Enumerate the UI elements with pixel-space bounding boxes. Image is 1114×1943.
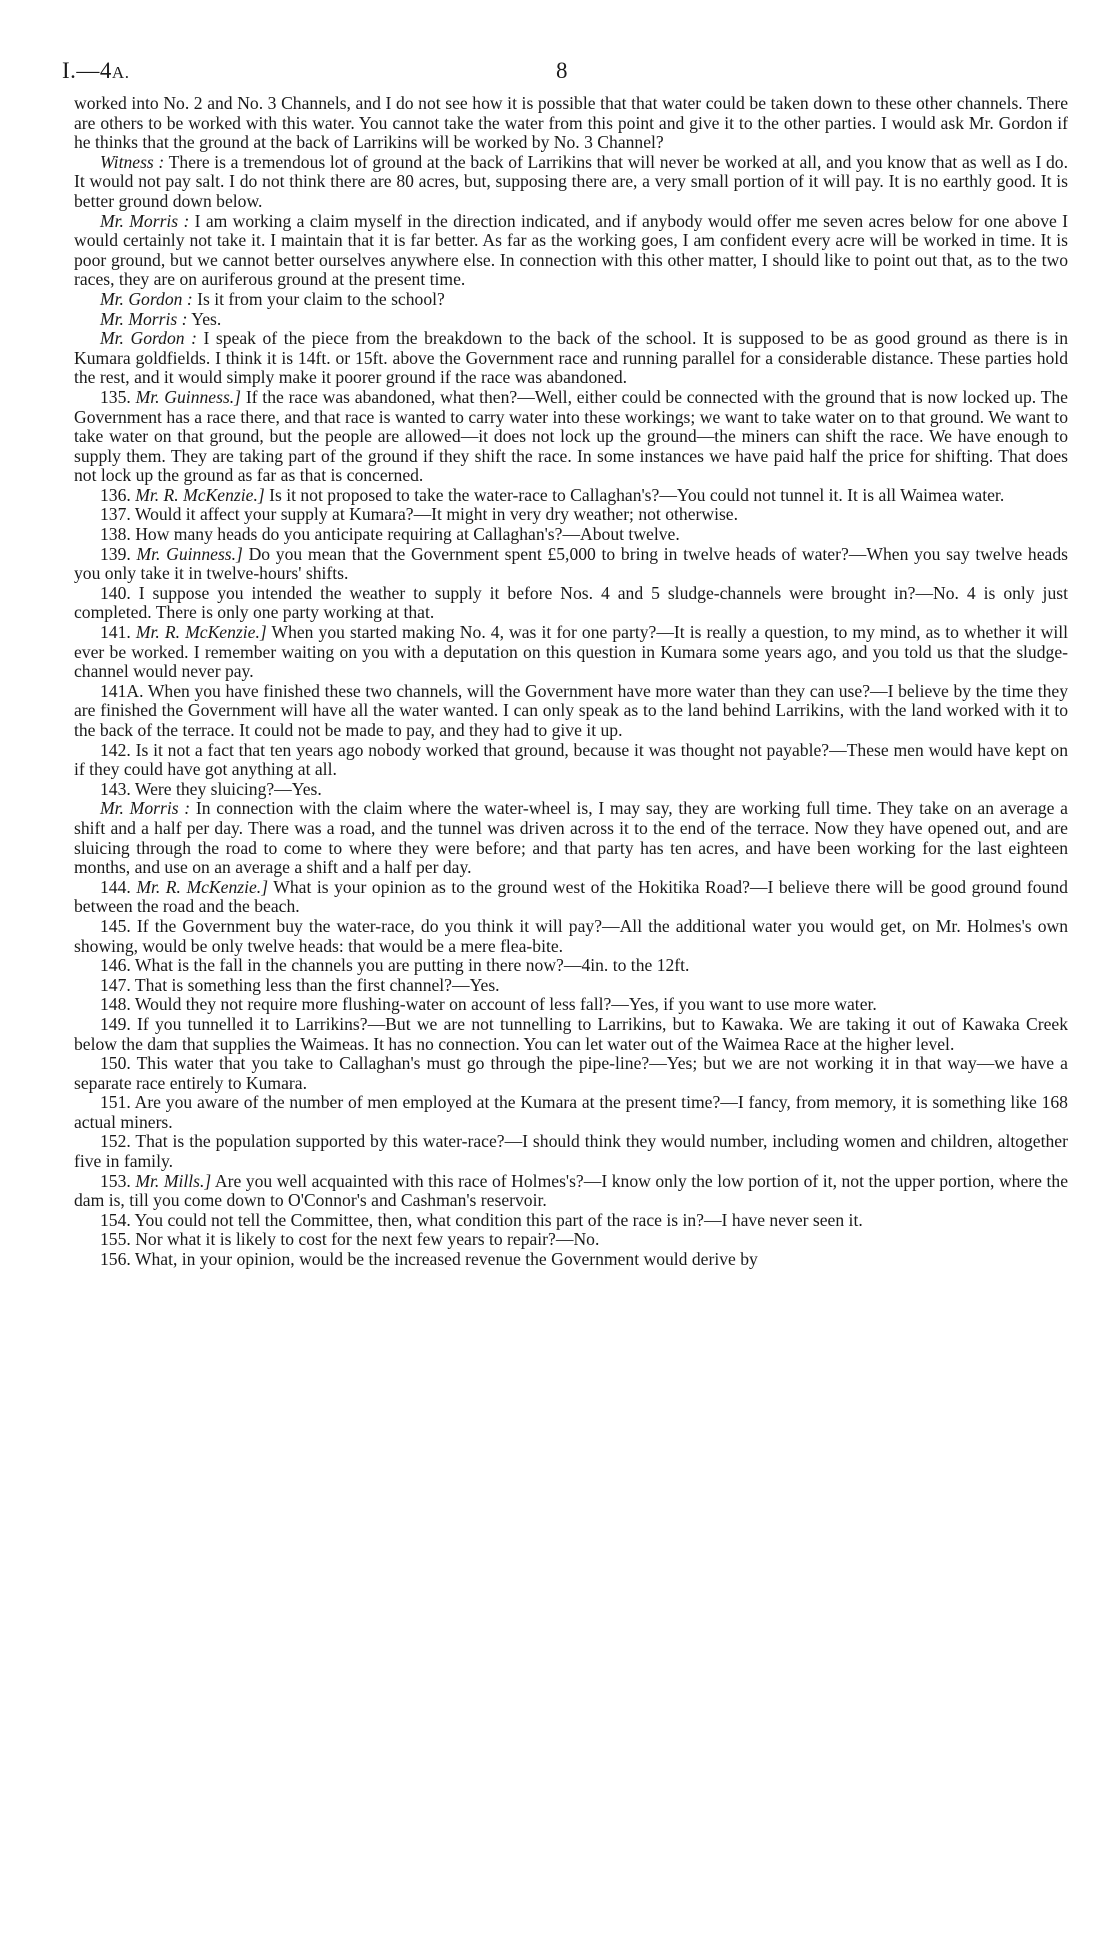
paragraph-text: What, in your opinion, would be the increased revenue the Government would derive by: [134, 1249, 758, 1270]
paragraph: [74, 153, 1068, 212]
paragraph: [74, 388, 1068, 486]
paragraph: [74, 545, 1068, 584]
paragraph-text: If the race was abandoned, what then?—Well, either could be connected with the ground that is now locked up. The Government has a race there, and that race is wanted to carry water into these workings; we want to take water on to that ground. We want to take water on that ground, but the people are allowed—it does not lock up the ground—the miners can shift the race. We have enough to supply them. They are taking part of the ground if they shift the race. In some instances we have paid half the price for shifting. That does not lock up the ground as far as that is concerned.: [74, 386, 1068, 486]
document-page: [62, 54, 1069, 1270]
speaker-name: Witness :: [100, 151, 165, 172]
page-header: [62, 54, 1068, 94]
question-number: 141.: [100, 622, 131, 643]
paragraph: [74, 505, 1068, 525]
paragraph: [74, 878, 1068, 917]
question-number: 139.: [100, 543, 131, 564]
question-number: 145.: [100, 915, 131, 936]
paragraph: [74, 995, 1068, 1015]
paragraph-text: How many heads do you anticipate requiring at Callaghan's?—About twelve.: [135, 524, 680, 545]
paragraph-text: Do you mean that the Government spent £5,000 to bring in twelve heads of water?—When you say twelve heads you only take it in twelve-hours' shifts.: [74, 543, 1068, 584]
question-number: 155.: [100, 1229, 131, 1250]
question-number: 147.: [100, 974, 131, 995]
paragraph-text: When you started making No. 4, was it for one party?—It is really a question, to my mind, as to whether it will ever be worked. I remember waiting on you with a deputation on this question in Kumara some years ago, and you told us that the sludge-channel would never pay.: [74, 622, 1068, 682]
paragraph: [74, 741, 1068, 780]
paragraph-text: I am working a claim myself in the direction indicated, and if anybody would offer me seven acres below for one above I would certainly not take it. I maintain that it is far better. As far as the working goes, I am confident every acre will be worked in time. It is poor ground, but we cannot better ourselves anywhere else. In connection with this other matter, I should like to point out that, as to the two races, they are on auriferous ground at the present time.: [74, 210, 1068, 290]
document-body: [74, 94, 1068, 1270]
question-number: 154.: [100, 1209, 131, 1230]
speaker-name: Mr. Gordon :: [100, 328, 197, 349]
paragraph-text: Yes.: [191, 308, 222, 329]
paragraph-text: Is it not proposed to take the water-race to Callaghan's?—You could not tunnel it. It is all Waimea water.: [269, 484, 1005, 505]
paragraph-text: Is it from your claim to the school?: [197, 288, 445, 309]
paragraph-text: Is it not a fact that ten years ago nobody worked that ground, because it was thought not payable?—These men would have kept on if they could have got anything at all.: [74, 739, 1068, 780]
paragraph: [74, 1230, 1068, 1250]
question-number: 152.: [100, 1131, 131, 1152]
paragraph-text: That is something less than the first channel?—Yes.: [134, 974, 500, 995]
paragraph: [74, 486, 1068, 506]
paragraph: [74, 917, 1068, 956]
question-number: 137.: [100, 504, 131, 525]
paragraph: [74, 780, 1068, 800]
question-number: 138.: [100, 524, 131, 545]
question-number: 142.: [100, 739, 131, 760]
question-number: 150.: [100, 1053, 131, 1074]
paragraph-text: When you have finished these two channels, will the Government have more water than they can use?—I believe by the time they are finished the Government will have all the water wanted. I can only speak as to the land behind Larrikins, with the land worked with it to the back of the terrace. It could not be made to pay, and they had to give it up.: [74, 680, 1068, 740]
paragraph: [74, 94, 1068, 153]
paragraph: [74, 212, 1068, 290]
question-number: 151.: [100, 1092, 131, 1113]
paragraph-text: If you tunnelled it to Larrikins?—But we are not tunnelling to Larrikins, but to Kawaka. We are taking it out of Kawaka Creek below the dam that supplies the Waimeas. It has no connection. You can let water out of the Waimea Race at the higher level.: [74, 1013, 1068, 1054]
question-number: 156.: [100, 1249, 131, 1270]
paragraph: [74, 1172, 1068, 1211]
paragraph-text: That is the population supported by this water-race?—I should think they would number, including women and children, altogether five in family.: [74, 1131, 1068, 1172]
paragraph-text: You could not tell the Committee, then, what condition this part of the race is in?—I have never seen it.: [134, 1209, 863, 1230]
paragraph-text: worked into No. 2 and No. 3 Channels, and I do not see how it is possible that that water could be taken down to these other channels. There are others to be worked with this water. You cannot take the water from this point and give it to the other parties. I would ask Mr. Gordon if he thinks that the ground at the back of Larrikins will be worked by No. 3 Channel?: [74, 93, 1068, 153]
paragraph: [74, 525, 1068, 545]
paragraph-text: Would it affect your supply at Kumara?—It might in very dry weather; not otherwise.: [134, 504, 739, 525]
document-reference: [62, 58, 129, 84]
speaker-name: Mr. R. McKenzie.]: [135, 622, 267, 643]
question-number: 140.: [100, 582, 131, 603]
paragraph: [74, 623, 1068, 682]
reference-prefix: I.—4: [62, 58, 112, 83]
question-number: 136.: [100, 484, 131, 505]
paragraph-text: I suppose you intended the weather to supply it before Nos. 4 and 5 sludge-channels were brought in?—No. 4 is only just completed. There is only one party working at that.: [74, 582, 1068, 623]
paragraph-text: Would they not require more flushing-water on account of less fall?—Yes, if you want to use more water.: [134, 994, 877, 1015]
speaker-name: Mr. Morris :: [100, 210, 190, 231]
speaker-name: Mr. Morris :: [100, 308, 188, 329]
paragraph: [74, 1054, 1068, 1093]
question-number: 148.: [100, 994, 131, 1015]
paragraph-text: Are you well acquainted with this race of Holmes's?—I know only the low portion of it, not the upper portion, where the dam is, till you come down to O'Connor's and Cashman's reservoir.: [74, 1170, 1069, 1211]
speaker-name: Mr. Gordon :: [100, 288, 193, 309]
question-number: 149.: [100, 1013, 131, 1034]
speaker-name: Mr. Morris :: [100, 798, 191, 819]
paragraph-text: What is the fall in the channels you are putting in there now?—4in. to the 12ft.: [134, 955, 690, 976]
paragraph-text: This water that you take to Callaghan's must go through the pipe-line?—Yes; but we are not working it in that way—we have a separate race entirely to Kumara.: [74, 1053, 1068, 1093]
paragraph: [74, 682, 1068, 741]
paragraph: [74, 584, 1068, 623]
paragraph-text: Nor what it is likely to cost for the next few years to repair?—No.: [135, 1229, 600, 1250]
paragraph-text: What is your opinion as to the ground west of the Hokitika Road?—I believe there will be good ground found between the road and the beach.: [74, 876, 1068, 917]
paragraph-text: There is a tremendous lot of ground at the back of Larrikins that will never be worked at all, and you know that as well as I do. It would not pay salt. I do not think there are 80 acres, but, supposing there are, a very small portion of it will pay. It is no earthly good. It is better ground down below.: [74, 151, 1068, 211]
paragraph: [74, 1211, 1068, 1231]
speaker-name: Mr. Guinness.]: [135, 386, 242, 407]
paragraph-text: If the Government buy the water-race, do you think it will pay?—All the additional water you would get, on Mr. Holmes's own showing, would be only twelve heads: that would be a mere flea-bite.: [74, 915, 1068, 956]
paragraph: [74, 310, 1068, 330]
paragraph: [74, 1250, 1068, 1270]
paragraph: [74, 1093, 1068, 1132]
paragraph: [74, 329, 1068, 388]
paragraph-text: In connection with the claim where the water-wheel is, I may say, they are working full time. They take on an average a shift and a half per day. There was a road, and the tunnel was driven across it to the end of the terrace. Now they have opened out, and are sluicing through the road to come to where they were before; and that party has ten acres, and have been working for the last eighteen months, and use on an average a shift and a half per day.: [74, 798, 1068, 878]
page-number: 8: [556, 58, 568, 83]
paragraph-text: Were they sluicing?—Yes.: [134, 778, 322, 799]
paragraph: [74, 1015, 1068, 1054]
question-number: 135.: [100, 386, 131, 407]
reference-suffix: A.: [111, 63, 130, 82]
paragraph: [74, 290, 1068, 310]
speaker-name: Mr. Mills.]: [135, 1170, 212, 1191]
paragraph: [74, 956, 1068, 976]
paragraph: [74, 799, 1068, 877]
paragraph: [74, 1132, 1068, 1171]
paragraph-text: Are you aware of the number of men employed at the Kumara at the present time?—I fancy, from memory, it is something like 168 actual miners.: [74, 1092, 1068, 1132]
question-number: 141A.: [100, 680, 144, 701]
question-number: 153.: [100, 1170, 131, 1191]
paragraph-text: I speak of the piece from the breakdown to the back of the school. It is supposed to be as good ground as there is in Kumara goldfields. I think it is 14ft. or 15ft. above the Government race and running parallel for a considerable distance. These parties hold the rest, and it would simply make it poorer ground if the race was abandoned.: [74, 328, 1068, 388]
speaker-name: Mr. R. McKenzie.]: [135, 484, 265, 505]
paragraph: [74, 976, 1068, 996]
question-number: 143.: [100, 778, 131, 799]
speaker-name: Mr. Guinness.]: [136, 543, 243, 564]
speaker-name: Mr. R. McKenzie.]: [136, 876, 269, 897]
question-number: 144.: [100, 876, 131, 897]
question-number: 146.: [100, 955, 131, 976]
